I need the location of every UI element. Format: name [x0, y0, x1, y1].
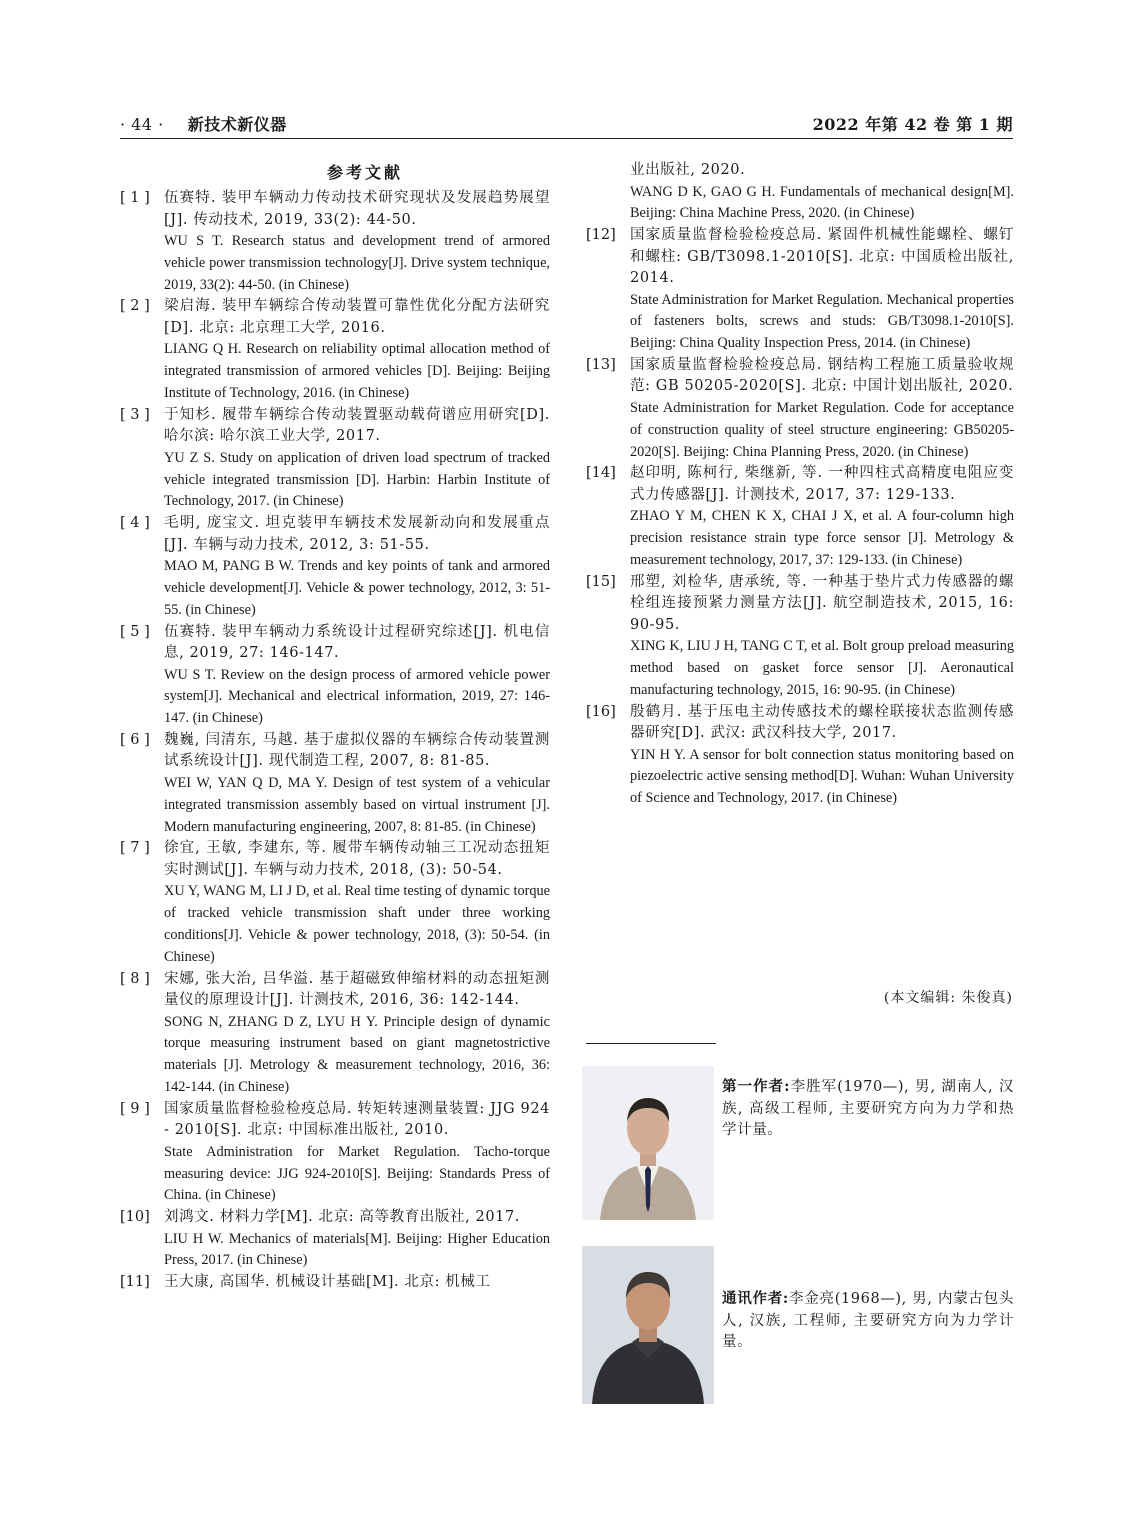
reference-number: [12]	[586, 227, 616, 244]
reference-en: MAO M, PANG B W. Trends and key points of tank and armored vehicle development[J]. Vehicle & power technology, 2012, 3: 51-55. (in Chinese)	[164, 558, 550, 618]
reference-number: [10]	[120, 1209, 150, 1226]
reference-en: State Administration for Market Regulation. Mechanical properties of fasteners bolts, screws and studs: GB/T3098.1-2010[S]. Beijing: China Quality Inspection Press, 2014. (in Chinese)	[630, 291, 1014, 352]
reference-item	[120, 1099, 550, 1207]
author-label: 第一作者:	[722, 1078, 791, 1095]
reference-number: [13]	[586, 356, 616, 373]
reference-en: SONG N, ZHANG D Z, LYU H Y. Principle design of dynamic torque measuring instrument based on giant magnetostrictive materials [J]. Metrology & measurement technology, 2016, 36: 142-144. (in Chinese)	[164, 1013, 550, 1095]
reference-cn: 于知杉. 履带车辆综合传动装置驱动载荷谱应用研究[D]. 哈尔滨: 哈尔滨工业大学, 2017.	[164, 406, 550, 445]
reference-item	[120, 405, 550, 513]
reference-cn: 刘鸿文. 材料力学[M]. 北京: 高等教育出版社, 2017.	[164, 1209, 521, 1226]
reference-item	[586, 702, 1014, 810]
reference-number: [ 9 ]	[120, 1100, 150, 1117]
reference-number: [ 7 ]	[120, 840, 150, 857]
reference-number: [ 8 ]	[120, 970, 150, 987]
portrait-icon	[582, 1066, 714, 1220]
reference-cn: 徐宜, 王敏, 李建东, 等. 履带车辆传动轴三工况动态扭矩实时测试[J]. 车辆与动力技术, 2018, (3): 50-54.	[164, 840, 550, 878]
reference-en: WANG D K, GAO G H. Fundamentals of mechanical design[M]. Beijing: China Machine Press, 2020. (in Chinese)	[630, 183, 1014, 222]
reference-en: XU Y, WANG M, LI J D, et al. Real time testing of dynamic torque of tracked vehicle transmission shaft under three working conditions[J]. Vehicle & power technology, 2018, (3): 50-54. (in Chinese)	[164, 883, 550, 965]
reference-cn: 赵印明, 陈柯行, 柴继新, 等. 一种四柱式高精度电阻应变式力传感器[J]. 计测技术, 2017, 37: 129-133.	[630, 465, 1014, 503]
reference-en: State Administration for Market Regulation. Code for acceptance of construction quality of steel structure engineering: GB50205-2020[S]. Beijing: China Planning Press, 2020. (in Chinese)	[630, 399, 1014, 460]
reference-cn: 国家质量监督检验检疫总局. 转矩转速测量装置: JJG 924 - 2010[S]. 北京: 中国标准出版社, 2010.	[164, 1100, 550, 1139]
reference-number: [15]	[586, 573, 616, 590]
reference-number: [ 1 ]	[120, 190, 150, 206]
reference-cn: 殷鹤月. 基于压电主动传感技术的螺栓联接状态监测传感器研究[D]. 武汉: 武汉科技大学, 2017.	[630, 703, 1014, 742]
reference-cn: 伍赛特. 装甲车辆动力系统设计过程研究综述[J]. 机电信息, 2019, 27: 146-147.	[164, 623, 550, 662]
reference-en: ZHAO Y M, CHEN K X, CHAI J X, et al. A four-column high precision resistance strain type force sensor [J]. Metrology & measurement technology, 2017, 37: 129-133. (in Chinese)	[630, 508, 1014, 568]
reference-item	[586, 355, 1014, 463]
reference-en: WEI W, YAN Q D, MA Y. Design of test system of a vehicular integrated transmission assembly based on virtual instrument [J]. Modern manufacturing engineering, 2007, 8: 81-85. (in Chinese)	[164, 774, 550, 835]
reference-cn: 邢塑, 刘检华, 唐承统, 等. 一种基于垫片式力传感器的螺栓组连接预紧力测量方法[J]. 航空制造技术, 2015, 16: 90-95.	[630, 573, 1014, 633]
reference-number: [14]	[586, 465, 616, 482]
reference-cn: 魏巍, 闫清东, 马越. 基于虚拟仪器的车辆综合传动装置测试系统设计[J]. 现代制造工程, 2007, 8: 81-85.	[164, 731, 550, 770]
header-left	[120, 112, 287, 135]
reference-number: [11]	[120, 1274, 150, 1291]
reference-item	[120, 296, 550, 404]
reference-number: [ 6 ]	[120, 731, 150, 748]
reference-en: LIANG Q H. Research on reliability optimal allocation method of integrated transmission of armored vehicles [D]. Beijing: Beijing Institute of Technology, 2016. (in Chinese)	[164, 341, 550, 401]
right-column	[586, 160, 1014, 810]
reference-item	[120, 1272, 550, 1294]
reference-item	[120, 730, 550, 838]
reference-en: LIU H W. Mechanics of materials[M]. Beijing: Higher Education Press, 2017. (in Chinese)	[164, 1230, 550, 1269]
page-number: · 44 ·	[120, 115, 164, 134]
reference-en: State Administration for Market Regulation. Tacho-torque measuring device: JJG 924-2010[S]. Beijing: Standards Press of China. (in Chinese)	[164, 1143, 550, 1204]
reference-cn: 国家质量监督检验检疫总局. 钢结构工程施工质量验收规范: GB 50205-2020[S]. 北京: 中国计划出版社, 2020.	[630, 356, 1014, 395]
portrait-icon	[582, 1246, 714, 1404]
separator-rule	[586, 1043, 716, 1044]
reference-item	[120, 622, 550, 730]
reference-en: YIN H Y. A sensor for bolt connection status monitoring based on piezoelectric active sensing method[D]. Wuhan: Wuhan University of Science and Technology, 2017. (in Chinese)	[630, 746, 1014, 807]
reference-cn: 业出版社, 2020.	[630, 162, 746, 178]
reference-item	[586, 225, 1014, 355]
reference-en: WU S T. Research status and development trend of armored vehicle power transmission technology[J]. Drive system technique, 2019, 33(2): 44-50. (in Chinese)	[164, 233, 550, 293]
reference-cn: 宋娜, 张大治, 吕华溢. 基于超磁致伸缩材料的动态扭矩测量仪的原理设计[J]. 计测技术, 2016, 36: 142-144.	[164, 970, 550, 1009]
author-bio-text: 李金亮(1968—), 男, 内蒙古包头人, 汉族, 工程师, 主要研究方向为力学计量。	[722, 1291, 1014, 1350]
reference-cn: 国家质量监督检验检疫总局. 紧固件机械性能螺栓、螺钉和螺柱: GB/T3098.1-2010[S]. 北京: 中国质检出版社, 2014.	[630, 227, 1014, 287]
author-bio-first	[722, 1076, 1014, 1142]
reference-cn: 毛明, 庞宝文. 坦克装甲车辆技术发展新动向和发展重点[J]. 车辆与动力技术, 2012, 3: 51-55.	[164, 515, 550, 553]
issue-info: 2022 年第 42 卷 第 1 期	[812, 115, 1013, 134]
author-label: 通讯作者:	[722, 1290, 789, 1307]
left-column	[120, 160, 550, 1294]
reference-item	[120, 838, 550, 968]
reference-number: [16]	[586, 703, 616, 720]
reference-item	[586, 572, 1014, 702]
references-title: 参考文献	[326, 163, 403, 182]
reference-en: XING K, LIU J H, TANG C T, et al. Bolt group preload measuring method based on gasket force sensor [J]. Aeronautical manufacturing technology, 2015, 16: 90-95. (in Chinese)	[630, 638, 1014, 698]
author-bio-text: 李胜军(1970—), 男, 湖南人, 汉族, 高级工程师, 主要研究方向为力学和热学计量。	[722, 1079, 1014, 1138]
reference-item	[120, 1207, 550, 1272]
editor-note: (本文编辑: 朱俊真)	[883, 990, 1013, 1006]
reference-en: YU Z S. Study on application of driven load spectrum of tracked vehicle integrated transmission [D]. Harbin: Harbin Institute of Technology, 2017. (in Chinese)	[164, 449, 550, 510]
reference-cn: 伍赛特. 装甲车辆动力传动技术研究现状及发展趋势展望[J]. 传动技术, 2019, 33(2): 44-50.	[164, 190, 550, 228]
reference-item	[120, 513, 550, 621]
reference-item	[120, 188, 550, 296]
reference-item	[120, 969, 550, 1099]
reference-number: [ 2 ]	[120, 298, 150, 315]
reference-number: [ 3 ]	[120, 406, 150, 423]
reference-number: [ 4 ]	[120, 515, 150, 532]
reference-continuation	[586, 160, 1014, 225]
author-photo-corresponding	[582, 1246, 714, 1404]
author-bio-corresponding	[722, 1288, 1014, 1354]
reference-number: [ 5 ]	[120, 623, 150, 640]
reference-cn: 王大康, 高国华. 机械设计基础[M]. 北京: 机械工	[164, 1274, 491, 1291]
reference-item	[586, 463, 1014, 571]
author-photo-first	[582, 1066, 714, 1220]
reference-cn: 梁启海. 装甲车辆综合传动装置可靠性优化分配方法研究[D]. 北京: 北京理工大学, 2016.	[164, 298, 550, 336]
journal-section: 新技术新仪器	[187, 115, 287, 134]
reference-en: WU S T. Review on the design process of armored vehicle power system[J]. Mechanical and electrical information, 2019, 27: 146-147. (in Chinese)	[164, 666, 550, 727]
page-header	[120, 112, 1013, 139]
